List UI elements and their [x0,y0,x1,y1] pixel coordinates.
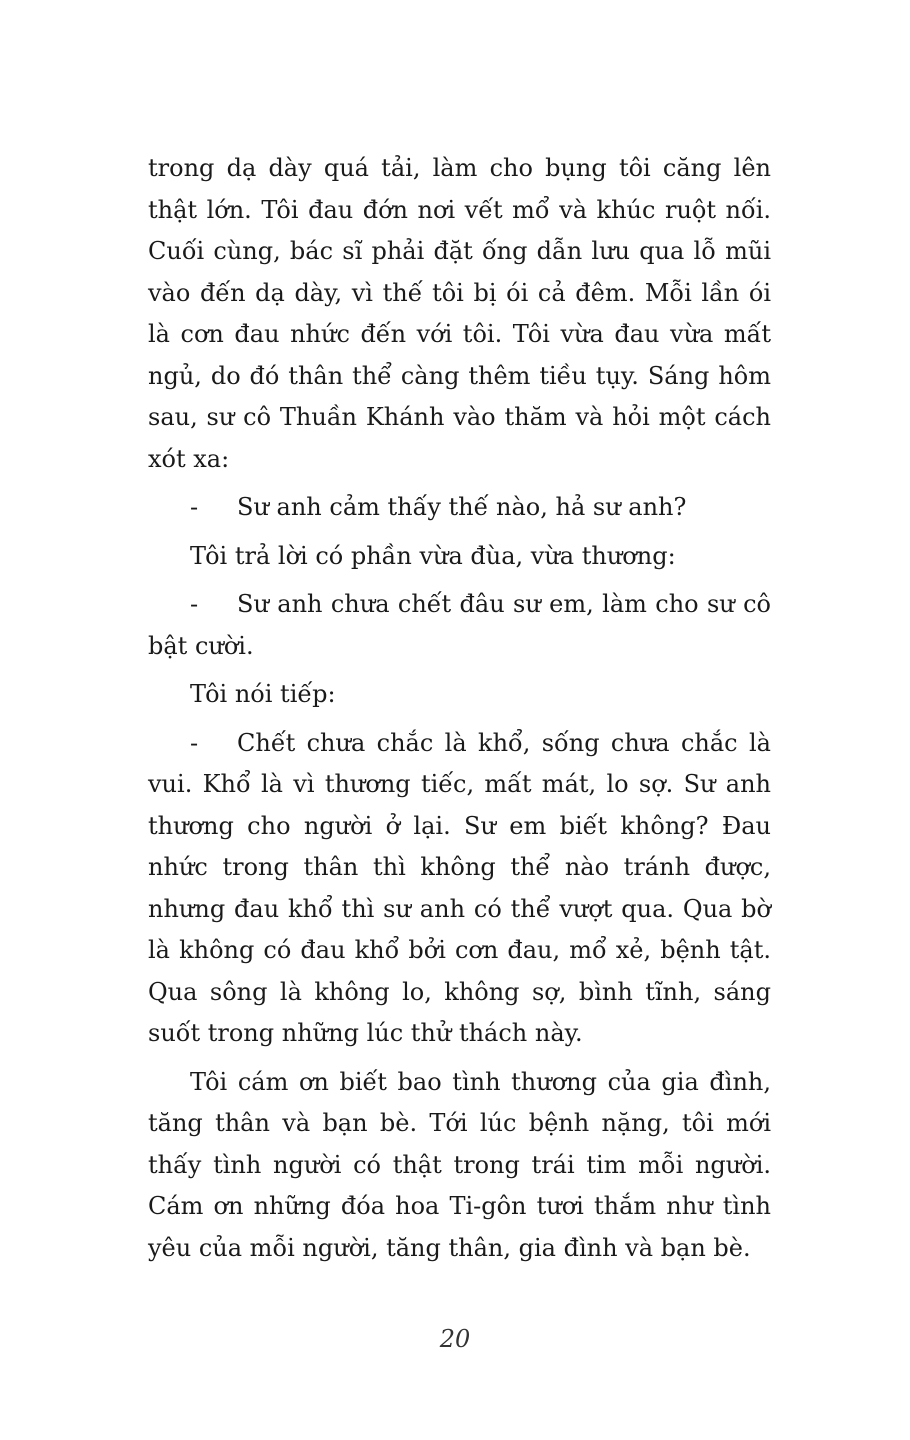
paragraph-continue-intro: Tôi nói tiếp: [190,680,336,708]
paragraph-gratitude: Tôi cám ơn biết bao tình thương của gia đình, tăng thân và bạn bè. Tới lúc bệnh nặng, tôi mới thấy tình người có thật trong trái tim mỗi người. Cám ơn những đóa hoa Ti-gôn tươi thắm như tình yêu của mỗi người, tăng thân, gia đình và bạn bè. [148,1067,771,1262]
body-text [148,148,771,1269]
dialog-dash: - [190,493,199,521]
paragraph-reply-intro: Tôi trả lời có phần vừa đùa, vừa thương: [190,541,676,570]
dialog-line-continue [148,723,771,1055]
dialog-line-question [148,487,771,529]
page-number: 20 [439,1325,471,1353]
dialog-text: Sư anh cảm thấy thế nào, hả sư anh? [237,493,687,521]
dialog-line-reply [148,584,771,667]
dialog-dash: - [190,590,199,618]
dialog-text: Sư anh chưa chết đâu sư em, làm cho sư cô bật cười. [148,590,771,660]
dialog-text: Chết chưa chắc là khổ, sống chưa chắc là vui. Khổ là vì thương tiếc, mất mát, lo sợ. Sư anh thương cho người ở lại. Sư em biết không? Đau nhức trong thân thì không thể nào tránh được, nhưng đau khổ thì sư anh có thể vượt qua. Qua bờ là không có đau khổ bởi cơn đau, mổ xẻ, bệnh tật. Qua sông là không lo, không sợ, bình tĩnh, sáng suốt trong những lúc thử thách này. [148,728,771,1047]
dialog-dash: - [190,728,199,757]
paragraph-continuation: trong dạ dày quá tải, làm cho bụng tôi căng lên thật lớn. Tôi đau đớn nơi vết mổ và khúc ruột nối. Cuối cùng, bác sĩ phải đặt ống dẫn lưu qua lỗ mũi vào đến dạ dày, vì thế tôi bị ói cả đêm. Mỗi lần ói là cơn đau nhức đến với tôi. Tôi vừa đau vừa mất ngủ, do đó thân thể càng thêm tiều tụy. Sáng hôm sau, sư cô Thuần Khánh vào thăm và hỏi một cách xót xa: [148,154,771,473]
